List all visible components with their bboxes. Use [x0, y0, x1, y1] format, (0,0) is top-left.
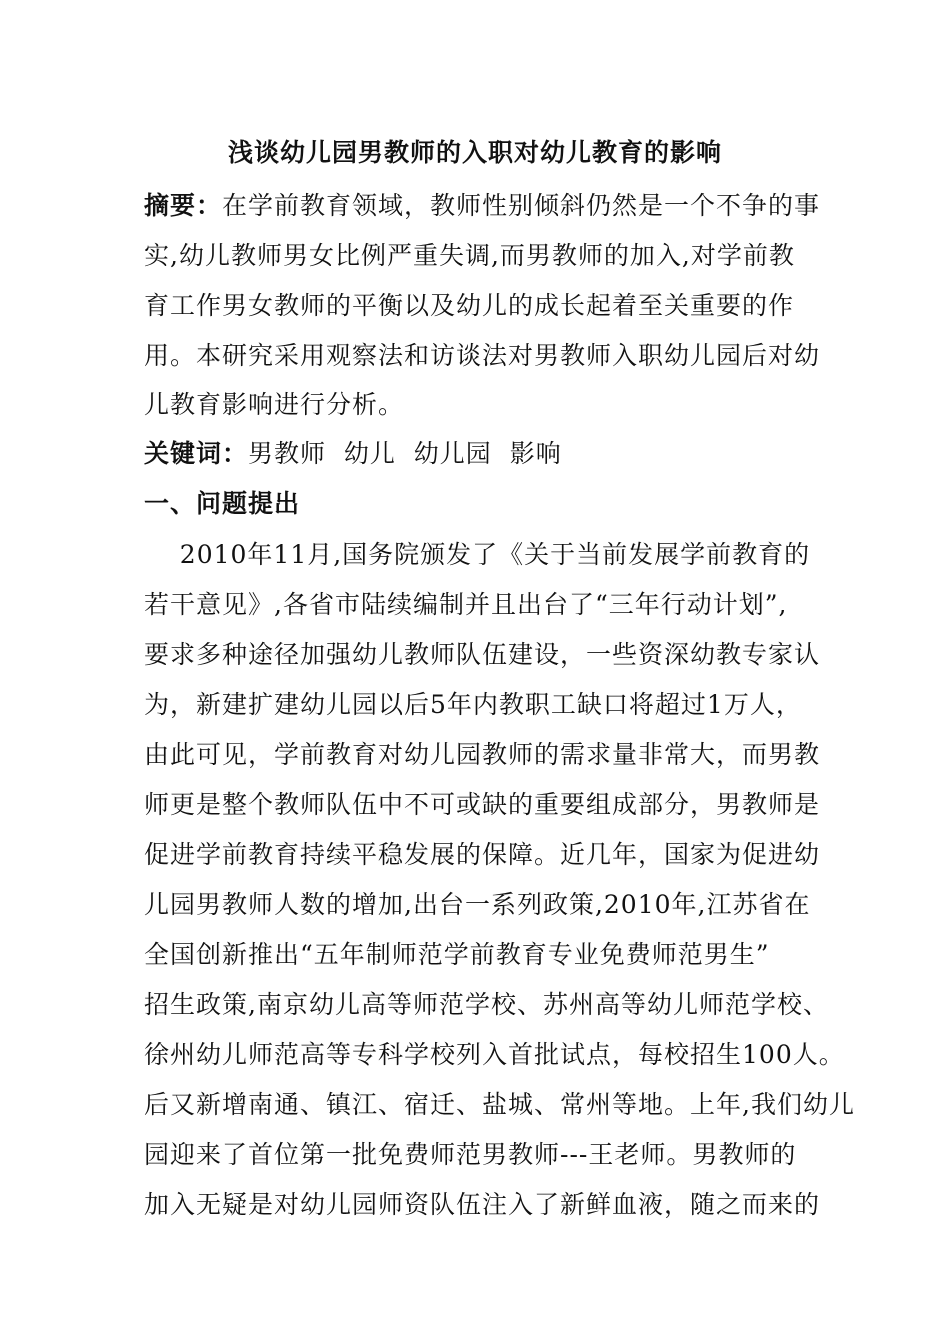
abstract-line — [144, 186, 824, 222]
abstract-text: 在学前教育领域，教师性别倾斜仍然是一个不争的事 — [222, 191, 821, 220]
body-line: 园迎来了首位第一批免费师范男教师---王老师。男教师的 — [144, 1140, 797, 1169]
body-line: 师更是整个教师队伍中不可或缺的重要组成部分，男教师是 — [144, 790, 821, 819]
keywords-line — [144, 434, 824, 470]
body-line: 促进学前教育持续平稳发展的保障。近几年，国家为促进幼 — [144, 840, 821, 869]
body-line: 徐州幼儿师范高等专科学校列入首批试点，每校招生100人。 — [144, 1040, 845, 1069]
body-line: 2010年11月,国务院颁发了《关于当前发展学前教育的 — [144, 540, 811, 569]
body-line: 后又新增南通、镇江、宿迁、盐城、常州等地。上年,我们幼儿 — [144, 1090, 855, 1119]
body-line: 招生政策,南京幼儿高等师范学校、苏州高等幼儿师范学校、 — [144, 990, 829, 1019]
abstract-line: 育工作男女教师的平衡以及幼儿的成长起着至关重要的作 — [144, 291, 795, 320]
section-heading: 一、问题提出 — [144, 489, 301, 518]
body-line: 儿园男教师人数的增加,出台一系列政策,2010年,江苏省在 — [144, 890, 811, 919]
body-line: 要求多种途径加强幼儿教师队伍建设，一些资深幼教专家认 — [144, 640, 821, 669]
body-line: 全国创新推出“五年制师范学前教育专业免费师范男生” — [144, 940, 770, 969]
body-line: 若干意见》,各省市陆续编制并且出台了“三年行动计划”, — [144, 590, 788, 619]
body-line: 由此可见，学前教育对幼儿园教师的需求量非常大，而男教 — [144, 740, 821, 769]
body-line: 为，新建扩建幼儿园以后5年内教职工缺口将超过1万人， — [144, 690, 802, 719]
abstract-label: 摘要： — [144, 191, 223, 220]
abstract-line: 儿教育影响进行分析。 — [144, 390, 405, 419]
keywords-text: 男教师 幼儿 幼儿园 影响 — [248, 439, 562, 468]
body-line: 加入无疑是对幼儿园师资队伍注入了新鲜血液，随之而来的 — [144, 1190, 821, 1219]
abstract-line: 用。本研究采用观察法和访谈法对男教师入职幼儿园后对幼 — [144, 341, 821, 370]
document-title: 浅谈幼儿园男教师的入职对幼儿教育的影响 — [227, 138, 722, 167]
keywords-label: 关键词： — [144, 439, 249, 468]
abstract-line: 实,幼儿教师男女比例严重失调,而男教师的加入,对学前教 — [144, 241, 795, 270]
